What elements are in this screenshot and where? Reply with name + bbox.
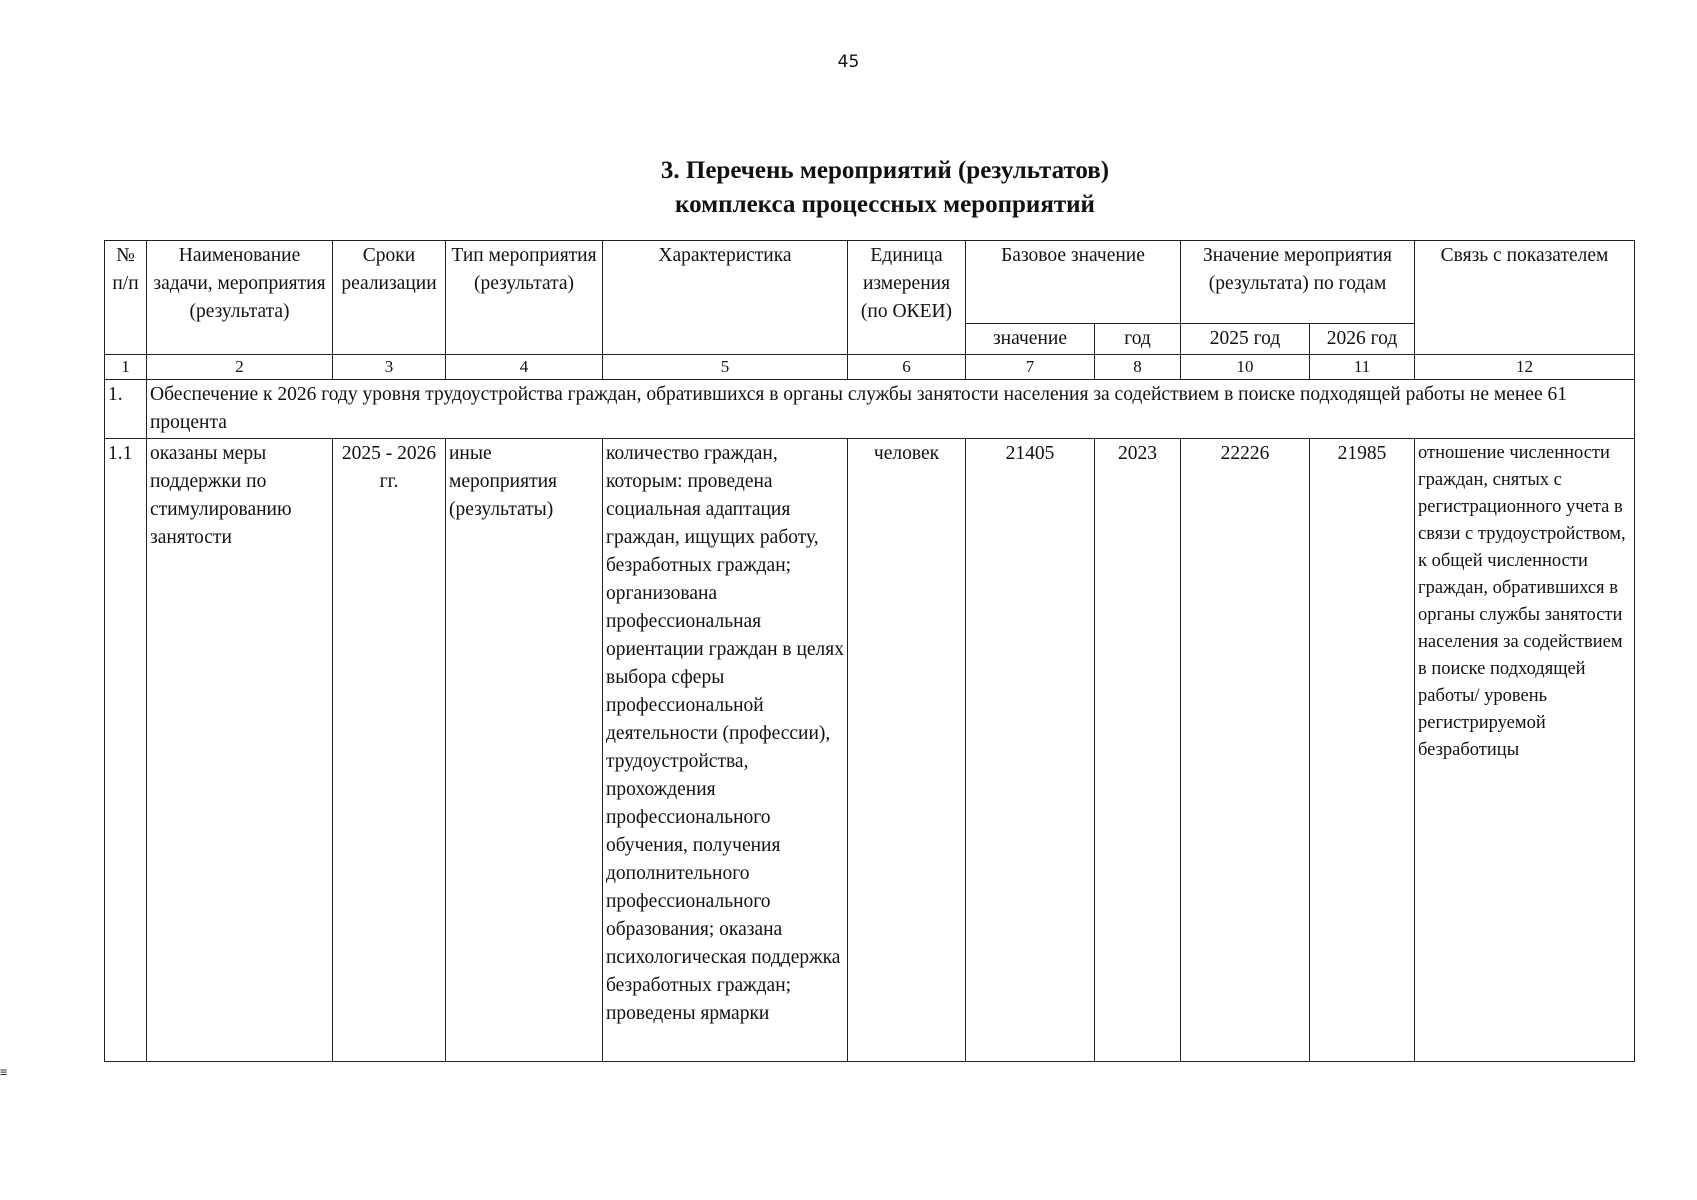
row-num: 1.1 bbox=[105, 439, 147, 1062]
table-row bbox=[105, 439, 1635, 1062]
goal-text: Обеспечение к 2026 году уровня трудоустройства граждан, обратившихся в органы службы занятости населения за содействием в поиске подходящей работы не менее 61 процента bbox=[147, 380, 1635, 439]
row-type: иные мероприятия (результаты) bbox=[446, 439, 603, 1062]
row-base-value: 21405 bbox=[966, 439, 1095, 1062]
header-base-value-value: значение bbox=[966, 324, 1095, 355]
row-unit: человек bbox=[848, 439, 966, 1062]
column-number: 8 bbox=[1095, 355, 1181, 380]
column-number: 5 bbox=[603, 355, 848, 380]
header-year-2026: 2026 год bbox=[1310, 324, 1415, 355]
row-value-2025: 22226 bbox=[1181, 439, 1310, 1062]
section-title-line-1: 3. Перечень мероприятий (результатов) bbox=[660, 157, 1110, 184]
column-number: 1 bbox=[105, 355, 147, 380]
row-characteristic: количество граждан, которым: проведена социальная адаптация граждан, ищущих работу, безработных граждан; организована профессиональная ориентации граждан в целях выбора сферы профессиональной деятельности (профессии), трудоустройства, прохождения профессионального обучения, получения дополнительного профессионального образования; оказана психологическая поддержка безработных граждан; проведены ярмарки bbox=[603, 439, 848, 1062]
header-event-values: Значение мероприятия (результата) по годам bbox=[1181, 241, 1415, 324]
row-value-2026: 21985 bbox=[1310, 439, 1415, 1062]
column-number: 2 bbox=[147, 355, 333, 380]
column-number: 4 bbox=[446, 355, 603, 380]
header-link: Связь с показателем bbox=[1415, 241, 1635, 355]
column-number: 6 bbox=[848, 355, 966, 380]
row-period: 2025 - 2026 гг. bbox=[333, 439, 446, 1062]
header-unit: Единица измерения (по ОКЕИ) bbox=[848, 241, 966, 355]
scan-margin-mark: ≡ bbox=[0, 1065, 8, 1079]
header-name: Наименование задачи, мероприятия (результата) bbox=[147, 241, 333, 355]
header-characteristic: Характеристика bbox=[603, 241, 848, 355]
row-base-year: 2023 bbox=[1095, 439, 1181, 1062]
header-base-value: Базовое значение bbox=[966, 241, 1181, 324]
column-number: 7 bbox=[966, 355, 1095, 380]
row-name: оказаны меры поддержки по стимулированию занятости bbox=[147, 439, 333, 1062]
column-number-row bbox=[105, 355, 1635, 380]
measures-table bbox=[104, 240, 1635, 1062]
column-number: 3 bbox=[333, 355, 446, 380]
column-number: 11 bbox=[1310, 355, 1415, 380]
header-num: № п/п bbox=[105, 241, 147, 355]
column-number: 12 bbox=[1415, 355, 1635, 380]
goal-num: 1. bbox=[105, 380, 147, 439]
header-period: Сроки реализации bbox=[333, 241, 446, 355]
header-year-2025: 2025 год bbox=[1181, 324, 1310, 355]
page-number: 45 bbox=[837, 52, 860, 72]
row-link: отношение численности граждан, снятых с регистрационного учета в связи с трудоустройством, к общей численности граждан, обратившихся в органы службы занятости населения за содействием в поиске подходящей работы/ уровень регистрируемой безработицы bbox=[1415, 439, 1635, 1062]
column-number: 10 bbox=[1181, 355, 1310, 380]
section-title bbox=[0, 154, 1697, 222]
header-base-value-year: год bbox=[1095, 324, 1181, 355]
header-row bbox=[105, 241, 1635, 324]
header-type: Тип мероприятия (результата) bbox=[446, 241, 603, 355]
section-title-line-2: комплекса процессных мероприятий bbox=[675, 191, 1095, 218]
goal-row bbox=[105, 380, 1635, 439]
